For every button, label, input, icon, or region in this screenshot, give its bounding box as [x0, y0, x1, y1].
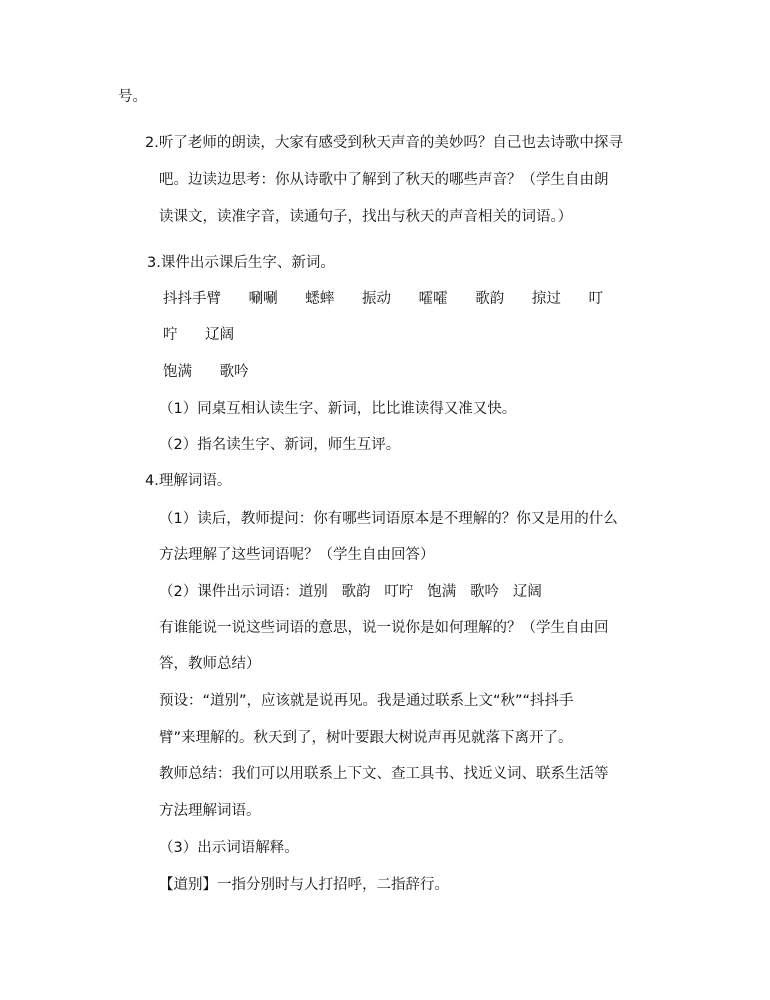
text-line-18: 臂”来理解的。秋天到了，树叶要跟大树说声再见就落下离开了。	[159, 730, 573, 746]
text-line-8: 饱满 歌吟	[163, 364, 249, 380]
text-line-19: 教师总结：我们可以用联系上下文、查工具书、找近义词、联系生活等	[159, 766, 609, 782]
text-line-12: （1）读后，教师提问：你有哪些词语原本是不理解的？你又是用的什么	[159, 511, 618, 527]
text-line-22: 【道别】一指分别时与人打招呼，二指辞行。	[159, 877, 449, 893]
text-line-7: 咛 辽阔	[163, 327, 235, 343]
text-line-11: 4.理解词语。	[145, 473, 232, 489]
text-line-5: 3.课件出示课后生字、新词。	[147, 255, 335, 271]
text-line-14: （2）课件出示词语：道别 歌韵 叮咛 饱满 歌吟 辽阔	[159, 584, 542, 600]
text-line-20: 方法理解词语。	[159, 803, 261, 819]
text-line-16: 答，教师总结）	[159, 656, 261, 672]
text-line-6: 抖抖手臂 唰唰 蟋蟀 振动 嚯嚯 歌韵 掠过 叮	[163, 291, 604, 307]
text-line-1: 号。	[118, 89, 147, 105]
text-line-10: （2）指名读生字、新词，师生互评。	[159, 437, 401, 453]
text-line-21: （3）出示词语解释。	[159, 840, 299, 856]
text-line-3: 吧。边读边思考：你从诗歌中了解到了秋天的哪些声音？（学生自由朗	[159, 172, 609, 188]
text-line-13: 方法理解了这些词语呢？（学生自由回答）	[159, 547, 435, 563]
text-line-9: （1）同桌互相认读生字、新词，比比谁读得又准又快。	[159, 401, 517, 417]
text-line-2: 2.听了老师的朗读，大家有感受到秋天声音的美妙吗？自己也去诗歌中探寻	[145, 135, 623, 151]
text-line-17: 预设：“道别”，应该就是说再见。我是通过联系上文“秋”“抖抖手	[159, 693, 574, 709]
text-line-4: 读课文，读准字音，读通句子，找出与秋天的声音相关的词语。）	[159, 209, 573, 225]
text-line-15: 有谁能说一说这些词语的意思，说一说你是如何理解的？（学生自由回	[159, 620, 609, 636]
